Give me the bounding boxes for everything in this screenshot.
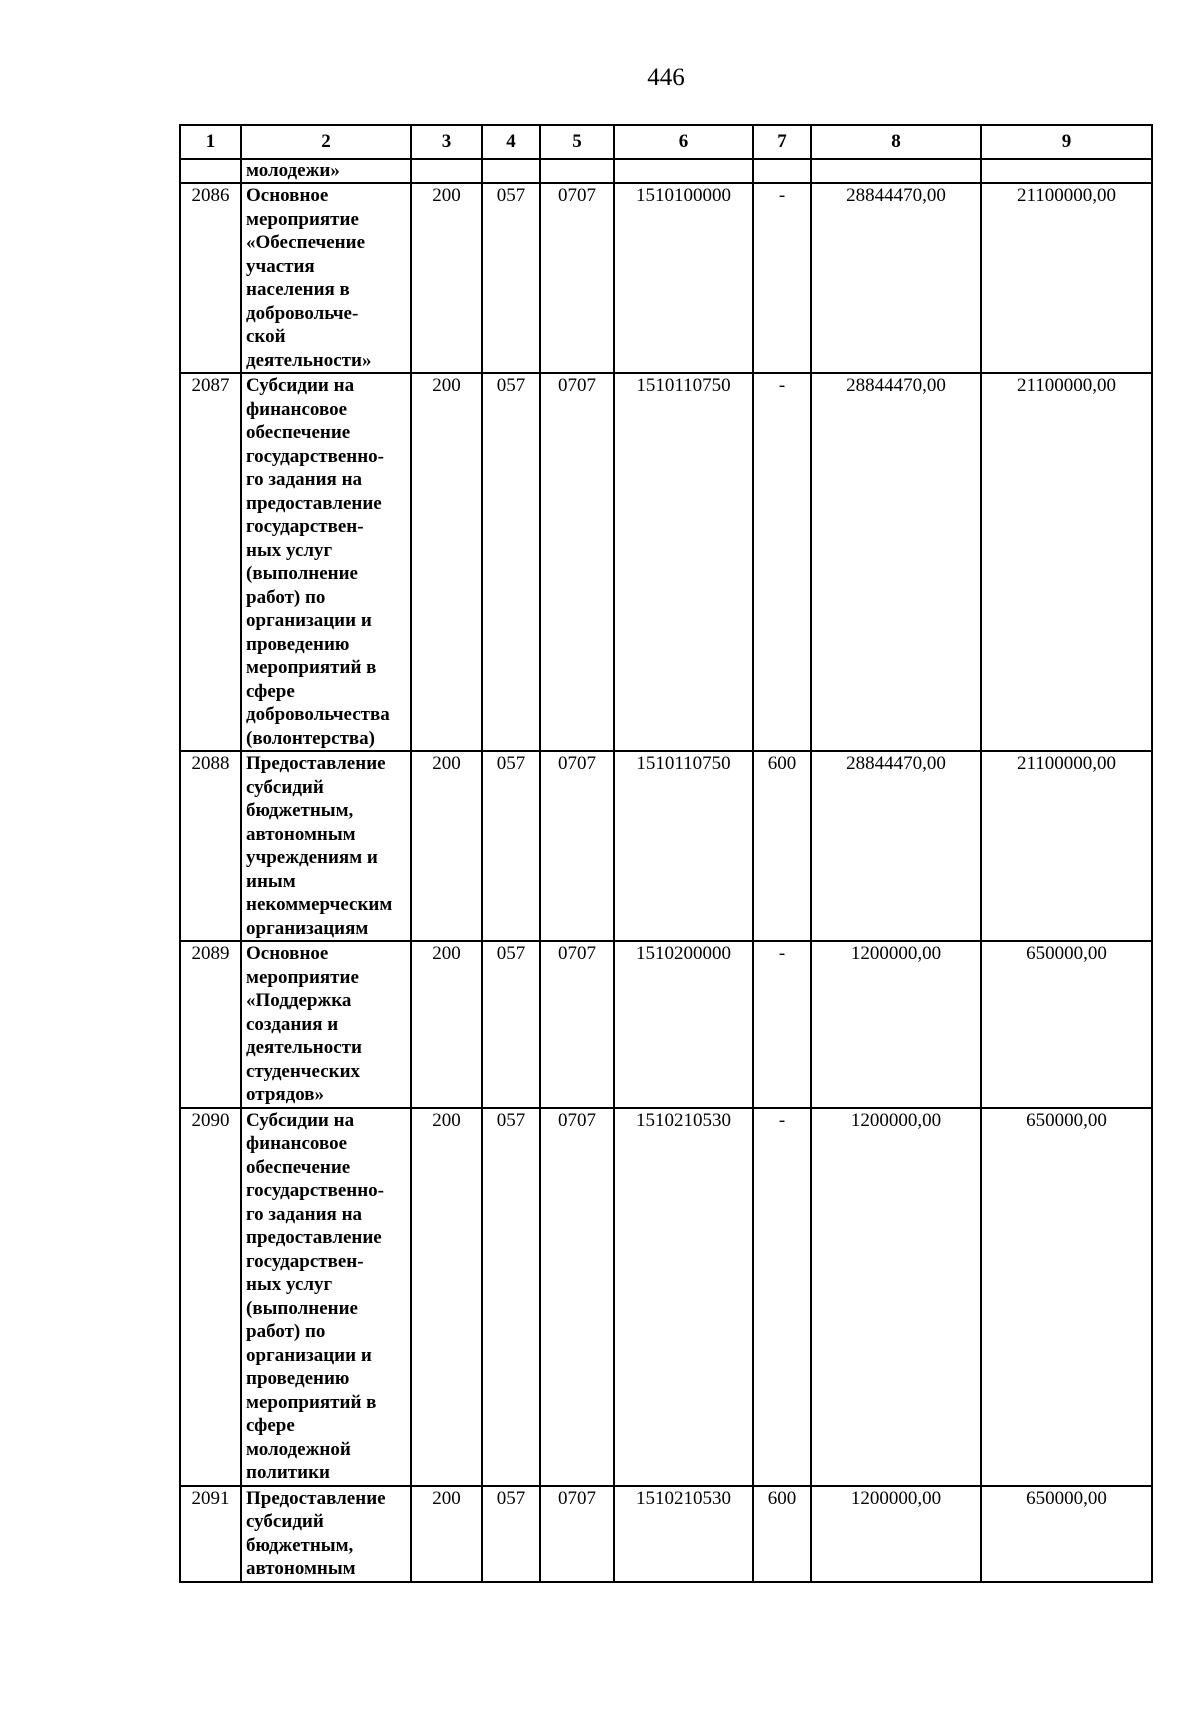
row-description: Предоставление субсидий бюджетным, автономным (241, 1486, 411, 1582)
cell-col4 (482, 159, 540, 183)
cell-col8: 1200000,00 (811, 1108, 981, 1486)
cell-col4: 057 (482, 1486, 540, 1582)
column-header-9: 9 (981, 125, 1152, 159)
table-row (180, 751, 1152, 941)
cell-col5: 0707 (540, 183, 614, 373)
cell-col9: 21100000,00 (981, 751, 1152, 941)
table-row (180, 1486, 1152, 1582)
cell-col8: 1200000,00 (811, 941, 981, 1108)
row-description: Субсидии на финансовое обеспечение государственно- го задания на предоставление государствен- ных услуг (выполнение работ) по организации и проведению мероприятий в сфере молодежной политики (241, 1108, 411, 1486)
cell-col5: 0707 (540, 751, 614, 941)
table-row (180, 1108, 1152, 1486)
cell-col4: 057 (482, 751, 540, 941)
cell-col6 (614, 159, 753, 183)
row-description: Основное мероприятие «Обеспечение участия населения в добровольче- ской деятельности» (241, 183, 411, 373)
row-number: 2091 (180, 1486, 241, 1582)
page-number: 446 (647, 64, 685, 91)
column-header-8: 8 (811, 125, 981, 159)
row-number: 2089 (180, 941, 241, 1108)
column-header-5: 5 (540, 125, 614, 159)
cell-col5: 0707 (540, 1486, 614, 1582)
cell-col7 (753, 159, 811, 183)
column-header-6: 6 (614, 125, 753, 159)
cell-col8: 1200000,00 (811, 1486, 981, 1582)
cell-col4: 057 (482, 1108, 540, 1486)
cell-col5: 0707 (540, 373, 614, 751)
cell-col6: 1510210530 (614, 1108, 753, 1486)
cell-col8: 28844470,00 (811, 373, 981, 751)
cell-col7: - (753, 373, 811, 751)
row-number: 2088 (180, 751, 241, 941)
table-header-row (180, 125, 1152, 159)
cell-col9: 650000,00 (981, 1108, 1152, 1486)
row-description: Основное мероприятие «Поддержка создания и деятельности студенческих отрядов» (241, 941, 411, 1108)
cell-col5: 0707 (540, 1108, 614, 1486)
row-description: молодежи» (241, 159, 411, 183)
column-header-2: 2 (241, 125, 411, 159)
cell-col7: - (753, 183, 811, 373)
row-number: 2087 (180, 373, 241, 751)
cell-col3: 200 (411, 1108, 482, 1486)
cell-col6: 1510200000 (614, 941, 753, 1108)
table-row (180, 373, 1152, 751)
row-number (180, 159, 241, 183)
cell-col9: 21100000,00 (981, 183, 1152, 373)
cell-col7: 600 (753, 751, 811, 941)
row-number: 2086 (180, 183, 241, 373)
cell-col7: 600 (753, 1486, 811, 1582)
cell-col6: 1510110750 (614, 373, 753, 751)
cell-col5: 0707 (540, 941, 614, 1108)
table-row (180, 183, 1152, 373)
cell-col3: 200 (411, 1486, 482, 1582)
column-header-1: 1 (180, 125, 241, 159)
cell-col3: 200 (411, 941, 482, 1108)
cell-col4: 057 (482, 373, 540, 751)
cell-col9: 650000,00 (981, 1486, 1152, 1582)
cell-col6: 1510100000 (614, 183, 753, 373)
column-header-4: 4 (482, 125, 540, 159)
cell-col3: 200 (411, 183, 482, 373)
table-row (180, 941, 1152, 1108)
cell-col3: 200 (411, 751, 482, 941)
cell-col6: 1510110750 (614, 751, 753, 941)
cell-col3: 200 (411, 373, 482, 751)
cell-col4: 057 (482, 183, 540, 373)
cell-col7: - (753, 941, 811, 1108)
cell-col9: 650000,00 (981, 941, 1152, 1108)
row-description: Субсидии на финансовое обеспечение государственно- го задания на предоставление государствен- ных услуг (выполнение работ) по организации и проведению мероприятий в сфере добровольчества (волонтерства) (241, 373, 411, 751)
column-header-7: 7 (753, 125, 811, 159)
cell-col8: 28844470,00 (811, 183, 981, 373)
budget-table (179, 124, 1153, 1583)
row-number: 2090 (180, 1108, 241, 1486)
row-description: Предоставление субсидий бюджетным, автономным учреждениям и иным некоммерческим организациям (241, 751, 411, 941)
cell-col5 (540, 159, 614, 183)
continuation-row (180, 159, 1152, 183)
cell-col9: 21100000,00 (981, 373, 1152, 751)
cell-col6: 1510210530 (614, 1486, 753, 1582)
column-header-3: 3 (411, 125, 482, 159)
cell-col8 (811, 159, 981, 183)
cell-col4: 057 (482, 941, 540, 1108)
cell-col3 (411, 159, 482, 183)
cell-col7: - (753, 1108, 811, 1486)
cell-col9 (981, 159, 1152, 183)
cell-col8: 28844470,00 (811, 751, 981, 941)
